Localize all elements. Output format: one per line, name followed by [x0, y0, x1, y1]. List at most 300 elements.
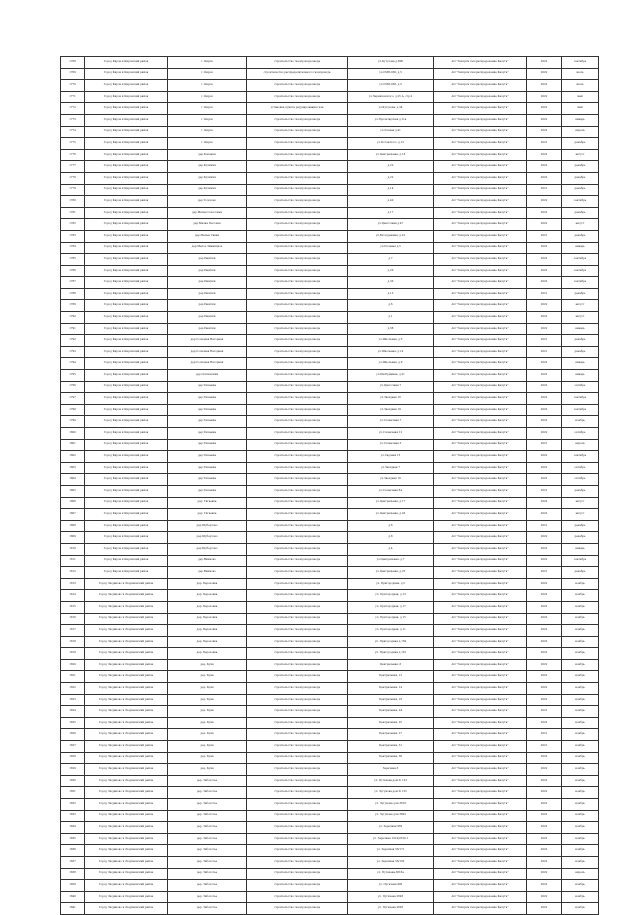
address-cell: ул.Центральная, д.43	[348, 509, 434, 521]
row-number-cell: 1806	[61, 497, 85, 509]
year-cell: 2022	[527, 590, 562, 602]
row-number-cell: 1812	[61, 567, 85, 579]
work-type-cell: строительство газопровода ввода	[247, 659, 348, 671]
address-cell: ул.Школьная, д.9	[348, 358, 434, 370]
month-cell: декабрь	[562, 138, 599, 150]
row-number-cell: 1781	[61, 207, 85, 219]
municipality-cell: Город Киров и Кировский район	[85, 254, 168, 266]
settlement-cell: дер.Кузмичи	[168, 184, 247, 196]
settlement-cell: г. Киров	[168, 80, 247, 92]
month-cell: сентябрь	[562, 254, 599, 266]
year-cell: 2022	[527, 659, 562, 671]
table-row	[61, 381, 599, 393]
municipality-cell: Город Людиново и Людиновский район	[85, 903, 168, 915]
month-cell: июль	[562, 68, 599, 80]
table-row	[61, 555, 599, 567]
address-cell: д.4	[348, 543, 434, 555]
work-type-cell: строительство газопровода ввода	[247, 799, 348, 811]
settlement-cell: дер. Куяв	[168, 683, 247, 695]
row-number-cell: 1828	[61, 752, 85, 764]
municipality-cell: Город Киров и Кировский район	[85, 567, 168, 579]
settlement-cell: г. Киров	[168, 68, 247, 80]
work-type-cell: строительство газопровода ввода	[247, 172, 348, 184]
work-type-cell: строительство газопровода ввода	[247, 323, 348, 335]
month-cell: октябрь	[562, 462, 599, 474]
table-row	[61, 636, 599, 648]
municipality-cell: Город Людиново и Людиновский район	[85, 659, 168, 671]
contractor-cell: АО "Газпром газораспределение Калуга"	[434, 636, 527, 648]
month-cell: ноябрь	[562, 741, 599, 753]
settlement-cell: дер. Заболотье	[168, 799, 247, 811]
table-row	[61, 196, 599, 208]
row-number-cell: 1822	[61, 683, 85, 695]
contractor-cell: АО "Газпром газораспределение Калуга"	[434, 555, 527, 567]
row-number-cell: 1790	[61, 312, 85, 324]
contractor-cell: АО "Газпром газораспределение Калуга"	[434, 822, 527, 834]
contractor-cell: АО "Газпром газораспределение Калуга"	[434, 323, 527, 335]
work-type-cell: строительство газопровода ввода	[247, 903, 348, 915]
month-cell: ноябрь	[562, 659, 599, 671]
settlement-cell: дер.Кузмичи	[168, 172, 247, 184]
table-row	[61, 416, 599, 428]
settlement-cell: дер. Заболотье	[168, 868, 247, 880]
year-cell: 2022	[527, 114, 562, 126]
table-row	[61, 323, 599, 335]
settlement-cell: дер.Толохово	[168, 196, 247, 208]
settlement-cell: дер. Заболотье	[168, 880, 247, 892]
work-type-cell: строительство газопровода ввода	[247, 265, 348, 277]
address-cell: Центральная, 25	[348, 717, 434, 729]
contractor-cell: АО "Газпром газораспределение Калуга"	[434, 891, 527, 903]
settlement-cell: дер.Тягаевка	[168, 485, 247, 497]
table-row	[61, 161, 599, 173]
contractor-cell: АО "Газпром газораспределение Калуга"	[434, 196, 527, 208]
address-cell: Центральная, 14	[348, 683, 434, 695]
contractor-cell: АО "Газпром газораспределение Калуга"	[434, 497, 527, 509]
month-cell: ноябрь	[562, 845, 599, 857]
table-row	[61, 312, 599, 324]
address-cell: Центральная, 24	[348, 706, 434, 718]
table-row	[61, 532, 599, 544]
work-type-cell: строительство газопровода ввода	[247, 555, 348, 567]
municipality-cell: Город Киров и Кировский район	[85, 543, 168, 555]
row-number-cell: 1818	[61, 636, 85, 648]
contractor-cell: АО "Газпром газораспределение Калуга"	[434, 659, 527, 671]
year-cell: 2022	[527, 775, 562, 787]
municipality-cell: Город Киров и Кировский район	[85, 277, 168, 289]
municipality-cell: Город Людиново и Людиновский район	[85, 741, 168, 753]
contractor-cell: АО "Газпром газораспределение Калуга"	[434, 775, 527, 787]
table-row	[61, 543, 599, 555]
settlement-cell: дер. Березовка	[168, 625, 247, 637]
table-row	[61, 601, 599, 613]
table-row	[61, 706, 599, 718]
address-cell: ул.Котовского, д.15	[348, 138, 434, 150]
row-number-cell: 1797	[61, 393, 85, 405]
month-cell: октябрь	[562, 428, 599, 440]
address-cell: Центральная, 31	[348, 741, 434, 753]
municipality-cell: Город Киров и Кировский район	[85, 196, 168, 208]
municipality-cell: Город Киров и Кировский район	[85, 265, 168, 277]
address-cell: ул.Школьная, д.14	[348, 346, 434, 358]
month-cell: ноябрь	[562, 578, 599, 590]
month-cell: сентябрь	[562, 393, 599, 405]
table-row	[61, 694, 599, 706]
table-row	[61, 254, 599, 266]
address-cell: ул.Кутузова д.39Б	[348, 57, 434, 69]
year-cell: 2022	[527, 370, 562, 382]
row-number-cell: 1782	[61, 219, 85, 231]
address-cell: ул.Звездная 19	[348, 404, 434, 416]
row-number-cell: 1778	[61, 172, 85, 184]
table-row	[61, 717, 599, 729]
year-cell: 2021	[527, 439, 562, 451]
municipality-cell: Город Киров и Кировский район	[85, 428, 168, 440]
contractor-cell: АО "Газпром газораспределение Калуга"	[434, 567, 527, 579]
row-number-cell: 1808	[61, 520, 85, 532]
table-row	[61, 729, 599, 741]
work-type-cell: строительство газопровода ввода	[247, 416, 348, 428]
year-cell: 2022	[527, 428, 562, 440]
month-cell: декабрь	[562, 288, 599, 300]
address-cell: ул. Чугунова,дом № 125	[348, 787, 434, 799]
contractor-cell: АО "Газпром газораспределение Калуга"	[434, 57, 527, 69]
table-row	[61, 810, 599, 822]
year-cell: 2022	[527, 717, 562, 729]
row-number-cell: 1841	[61, 903, 85, 915]
contractor-cell: АО "Газпром газораспределение Калуга"	[434, 207, 527, 219]
row-number-cell: 1785	[61, 254, 85, 266]
year-cell: 2022	[527, 578, 562, 590]
row-number-cell: 1802	[61, 451, 85, 463]
address-cell: д.22	[348, 172, 434, 184]
year-cell: 2022	[527, 555, 562, 567]
month-cell: ноябрь	[562, 903, 599, 915]
work-type-cell: строительство газопровода ввода	[247, 91, 348, 103]
work-type-cell: строительство газопровода ввода	[247, 57, 348, 69]
table-row	[61, 451, 599, 463]
month-cell: август	[562, 219, 599, 231]
month-cell: ноябрь	[562, 416, 599, 428]
address-cell: ул.Молодежная, д.22	[348, 230, 434, 242]
work-type-cell: строительство газопровода ввода	[247, 393, 348, 405]
row-number-cell: 1809	[61, 532, 85, 544]
settlement-cell: дер.Копенки	[168, 149, 247, 161]
settlement-cell: дер.Тягаевка	[168, 474, 247, 486]
year-cell: 2021	[527, 567, 562, 579]
address-cell: ул. Заречная 56/192	[348, 856, 434, 868]
row-number-cell: 1817	[61, 625, 85, 637]
work-type-cell: строительство газопровода ввода	[247, 184, 348, 196]
table-row	[61, 625, 599, 637]
year-cell: 2022	[527, 509, 562, 521]
row-number-cell: 1811	[61, 555, 85, 567]
address-cell: ул.Солнечная 5	[348, 439, 434, 451]
municipality-cell: Город Киров и Кировский район	[85, 520, 168, 532]
settlement-cell: дер. Заболотье	[168, 822, 247, 834]
address-cell: ул. Пугачева 2693	[348, 903, 434, 915]
settlement-cell: г. Киров	[168, 103, 247, 115]
month-cell: январь	[562, 543, 599, 555]
address-cell: ул.Кутузова, д.34	[348, 103, 434, 115]
contractor-cell: АО "Газпром газораспределение Калуга"	[434, 230, 527, 242]
address-cell: ул. Пугачева 993	[348, 880, 434, 892]
contractor-cell: АО "Газпром газораспределение Калуга"	[434, 288, 527, 300]
municipality-cell: Город Людиново и Людиновский район	[85, 648, 168, 660]
table-row	[61, 126, 599, 138]
month-cell: декабрь	[562, 335, 599, 347]
year-cell: 2022	[527, 636, 562, 648]
year-cell: 2022	[527, 381, 562, 393]
row-number-cell: 1835	[61, 833, 85, 845]
settlement-cell: дер.Сосновая Нагорная	[168, 346, 247, 358]
table-row	[61, 648, 599, 660]
contractor-cell: АО "Газпром газораспределение Калуга"	[434, 752, 527, 764]
address-cell: ул. Пригородная, д.17	[348, 601, 434, 613]
row-number-cell: 1774	[61, 126, 85, 138]
work-type-cell: строительство газопровода ввода	[247, 300, 348, 312]
year-cell: 2021	[527, 520, 562, 532]
row-number-cell: 1787	[61, 277, 85, 289]
month-cell: октябрь	[562, 474, 599, 486]
settlement-cell: г. Киров	[168, 138, 247, 150]
municipality-cell: Город Киров и Кировский район	[85, 474, 168, 486]
work-type-cell: строительство газопровода ввода	[247, 219, 348, 231]
month-cell: ноябрь	[562, 822, 599, 834]
work-type-cell: строительство газопровода ввода	[247, 242, 348, 254]
municipality-cell: Город Людиново и Людиновский район	[85, 880, 168, 892]
settlement-cell: дер.Ракитки	[168, 277, 247, 289]
contractor-cell: АО "Газпром газораспределение Калуга"	[434, 393, 527, 405]
contractor-cell: АО "Газпром газораспределение Калуга"	[434, 277, 527, 289]
year-cell: 2022	[527, 254, 562, 266]
year-cell: 2022	[527, 300, 562, 312]
address-cell: ул.Центральная, д.18	[348, 149, 434, 161]
row-number-cell: 1775	[61, 138, 85, 150]
settlement-cell: дер. Куяв	[168, 717, 247, 729]
settlement-cell: дер.Шубертово	[168, 543, 247, 555]
table-row	[61, 172, 599, 184]
municipality-cell: Город Киров и Кировский район	[85, 242, 168, 254]
month-cell: декабрь	[562, 230, 599, 242]
row-number-cell: 1801	[61, 439, 85, 451]
work-type-cell: строительство газопровода ввода	[247, 277, 348, 289]
contractor-cell: АО "Газпром газораспределение Калуга"	[434, 219, 527, 231]
year-cell: 2022	[527, 416, 562, 428]
year-cell: 2021	[527, 346, 562, 358]
municipality-cell: Город Киров и Кировский район	[85, 149, 168, 161]
year-cell: 2021	[527, 706, 562, 718]
table-row	[61, 856, 599, 868]
year-cell: 2022	[527, 787, 562, 799]
municipality-cell: Город Киров и Кировский район	[85, 323, 168, 335]
month-cell: декабрь	[562, 532, 599, 544]
year-cell: 2022	[527, 312, 562, 324]
month-cell: сентябрь	[562, 555, 599, 567]
month-cell: апрель	[562, 868, 599, 880]
row-number-cell: 1795	[61, 370, 85, 382]
table-row	[61, 393, 599, 405]
table-row	[61, 300, 599, 312]
row-number-cell: 1799	[61, 416, 85, 428]
contractor-cell: АО "Газпром газораспределение Калуга"	[434, 91, 527, 103]
contractor-cell: АО "Газпром газораспределение Калуга"	[434, 346, 527, 358]
month-cell: сентябрь	[562, 265, 599, 277]
settlement-cell: дер. Березовка	[168, 601, 247, 613]
row-number-cell: 1807	[61, 509, 85, 521]
settlement-cell: дер. Куяв	[168, 706, 247, 718]
settlement-cell: дер. Заболотье	[168, 787, 247, 799]
month-cell: май	[562, 91, 599, 103]
address-cell: ул. Чугунова дом 3692	[348, 810, 434, 822]
address-cell: ул.Центральная, д.7	[348, 555, 434, 567]
month-cell: ноябрь	[562, 880, 599, 892]
work-type-cell: строительство газопровода ввода	[247, 764, 348, 776]
contractor-cell: АО "Газпром газораспределение Калуга"	[434, 578, 527, 590]
work-type-cell: строительство газопровода ввода	[247, 868, 348, 880]
year-cell: 2021	[527, 335, 562, 347]
address-cell: ул.Полевая д.5	[348, 242, 434, 254]
municipality-cell: Город Киров и Кировский район	[85, 230, 168, 242]
address-cell: ул.Пролетарская д.11а	[348, 114, 434, 126]
settlement-cell: дер. Куяв	[168, 764, 247, 776]
month-cell: ноябрь	[562, 648, 599, 660]
row-number-cell: 1783	[61, 230, 85, 242]
year-cell: 2021	[527, 729, 562, 741]
work-type-cell: строительство газопровода ввода	[247, 543, 348, 555]
settlement-cell: дер.Тягаевка	[168, 404, 247, 416]
municipality-cell: Город Людиново и Людиновский район	[85, 833, 168, 845]
row-number-cell: 1838	[61, 868, 85, 880]
settlement-cell: дер. Заболотье	[168, 845, 247, 857]
municipality-cell: Город Киров и Кировский район	[85, 370, 168, 382]
work-type-cell: строительство газопровода ввода	[247, 288, 348, 300]
year-cell: 2022	[527, 161, 562, 173]
settlement-cell: дер. Березовка	[168, 636, 247, 648]
row-number-cell: 1832	[61, 799, 85, 811]
table-row	[61, 497, 599, 509]
address-cell: ул.Центральная, д.17	[348, 497, 434, 509]
month-cell: ноябрь	[562, 752, 599, 764]
year-cell: 2022	[527, 856, 562, 868]
work-type-cell: строительство газопровода ввода	[247, 567, 348, 579]
municipality-cell: Город Киров и Кировский район	[85, 219, 168, 231]
contractor-cell: АО "Газпром газораспределение Калуга"	[434, 370, 527, 382]
municipality-cell: Город Киров и Кировский район	[85, 57, 168, 69]
row-number-cell: 1837	[61, 856, 85, 868]
settlement-cell: дер. Тягаевка	[168, 497, 247, 509]
year-cell: 2022	[527, 880, 562, 892]
work-type-cell: строительство газопровода ввода	[247, 822, 348, 834]
municipality-cell: Город Людиново и Людиновский район	[85, 671, 168, 683]
contractor-cell: АО "Газпром газораспределение Калуга"	[434, 138, 527, 150]
year-cell: 2022	[527, 903, 562, 915]
address-cell: ул. Пугачева 2693	[348, 891, 434, 903]
table-row	[61, 485, 599, 497]
contractor-cell: АО "Газпром газораспределение Калуга"	[434, 810, 527, 822]
settlement-cell: дер. Заболотье	[168, 833, 247, 845]
municipality-cell: Город Киров и Кировский район	[85, 381, 168, 393]
address-cell: ул.Солнечная 8А	[348, 485, 434, 497]
work-type-cell: строительство газопровода ввода	[247, 752, 348, 764]
table-row	[61, 613, 599, 625]
year-cell: 2022	[527, 625, 562, 637]
contractor-cell: АО "Газпром газораспределение Калуга"	[434, 404, 527, 416]
row-number-cell: 1824	[61, 706, 85, 718]
work-type-cell: строительство газопровода ввода	[247, 636, 348, 648]
contractor-cell: АО "Газпром газораспределение Калуга"	[434, 764, 527, 776]
work-type-cell: строительство газопровода ввода	[247, 114, 348, 126]
work-type-cell: строительство газопровода ввода	[247, 161, 348, 173]
contractor-cell: АО "Газпром газораспределение Калуга"	[434, 880, 527, 892]
municipality-cell: Город Киров и Кировский район	[85, 439, 168, 451]
work-type-cell: строительство газопровода ввода	[247, 810, 348, 822]
address-cell: д.22	[348, 161, 434, 173]
row-number-cell: 1792	[61, 335, 85, 347]
work-type-cell: строительство газопровода ввода	[247, 126, 348, 138]
year-cell: 2022	[527, 404, 562, 416]
row-number-cell: 1772	[61, 103, 85, 115]
address-cell: ул. Пригородная, д.11	[348, 625, 434, 637]
table-row	[61, 149, 599, 161]
settlement-cell: г. Киров	[168, 91, 247, 103]
table-body	[61, 57, 599, 915]
municipality-cell: Город Людиново и Людиновский район	[85, 764, 168, 776]
table-row	[61, 439, 599, 451]
year-cell: 2022	[527, 219, 562, 231]
contractor-cell: АО "Газпром газораспределение Калуга"	[434, 648, 527, 660]
contractor-cell: АО "Газпром газораспределение Калуга"	[434, 683, 527, 695]
settlement-cell: дер.Малое Зимницкое	[168, 242, 247, 254]
work-type-cell: строительство газопровода ввода	[247, 578, 348, 590]
row-number-cell: 1803	[61, 462, 85, 474]
year-cell: 2022	[527, 323, 562, 335]
table-row	[61, 868, 599, 880]
address-cell: ул.Солнечная 12	[348, 428, 434, 440]
contractor-cell: АО "Газпром газораспределение Калуга"	[434, 590, 527, 602]
month-cell: сентябрь	[562, 404, 599, 416]
year-cell: 2022	[527, 68, 562, 80]
contractor-cell: АО "Газпром газораспределение Калуга"	[434, 485, 527, 497]
month-cell: ноябрь	[562, 590, 599, 602]
contractor-cell: АО "Газпром газораспределение Калуга"	[434, 601, 527, 613]
municipality-cell: Город Киров и Кировский район	[85, 346, 168, 358]
work-type-cell: строительство газопровода ввода	[247, 601, 348, 613]
work-type-cell: строительство газопровода ввода	[247, 312, 348, 324]
month-cell: май	[562, 103, 599, 115]
month-cell: декабрь	[562, 207, 599, 219]
address-cell: ул.Им.Ерёмина, д.21	[348, 370, 434, 382]
work-type-cell: строительство газопровода ввода	[247, 358, 348, 370]
municipality-cell: Город Киров и Кировский район	[85, 451, 168, 463]
row-number-cell: 1840	[61, 891, 85, 903]
contractor-cell: АО "Газпром газораспределение Калуга"	[434, 114, 527, 126]
address-cell: ул. Пригородная, д.13	[348, 590, 434, 602]
work-type-cell: строительство газопровода ввода	[247, 149, 348, 161]
settlement-cell: дер.Ракитки	[168, 254, 247, 266]
table-row	[61, 787, 599, 799]
month-cell: сентябрь	[562, 196, 599, 208]
year-cell: 2022	[527, 891, 562, 903]
row-number-cell: 1819	[61, 648, 85, 660]
settlement-cell: дер. Березовка	[168, 648, 247, 660]
month-cell: декабрь	[562, 346, 599, 358]
contractor-cell: АО "Газпром газораспределение Калуга"	[434, 845, 527, 857]
table-row	[61, 845, 599, 857]
settlement-cell: дер.Тягаевка	[168, 381, 247, 393]
table-row	[61, 91, 599, 103]
row-number-cell: 1771	[61, 91, 85, 103]
